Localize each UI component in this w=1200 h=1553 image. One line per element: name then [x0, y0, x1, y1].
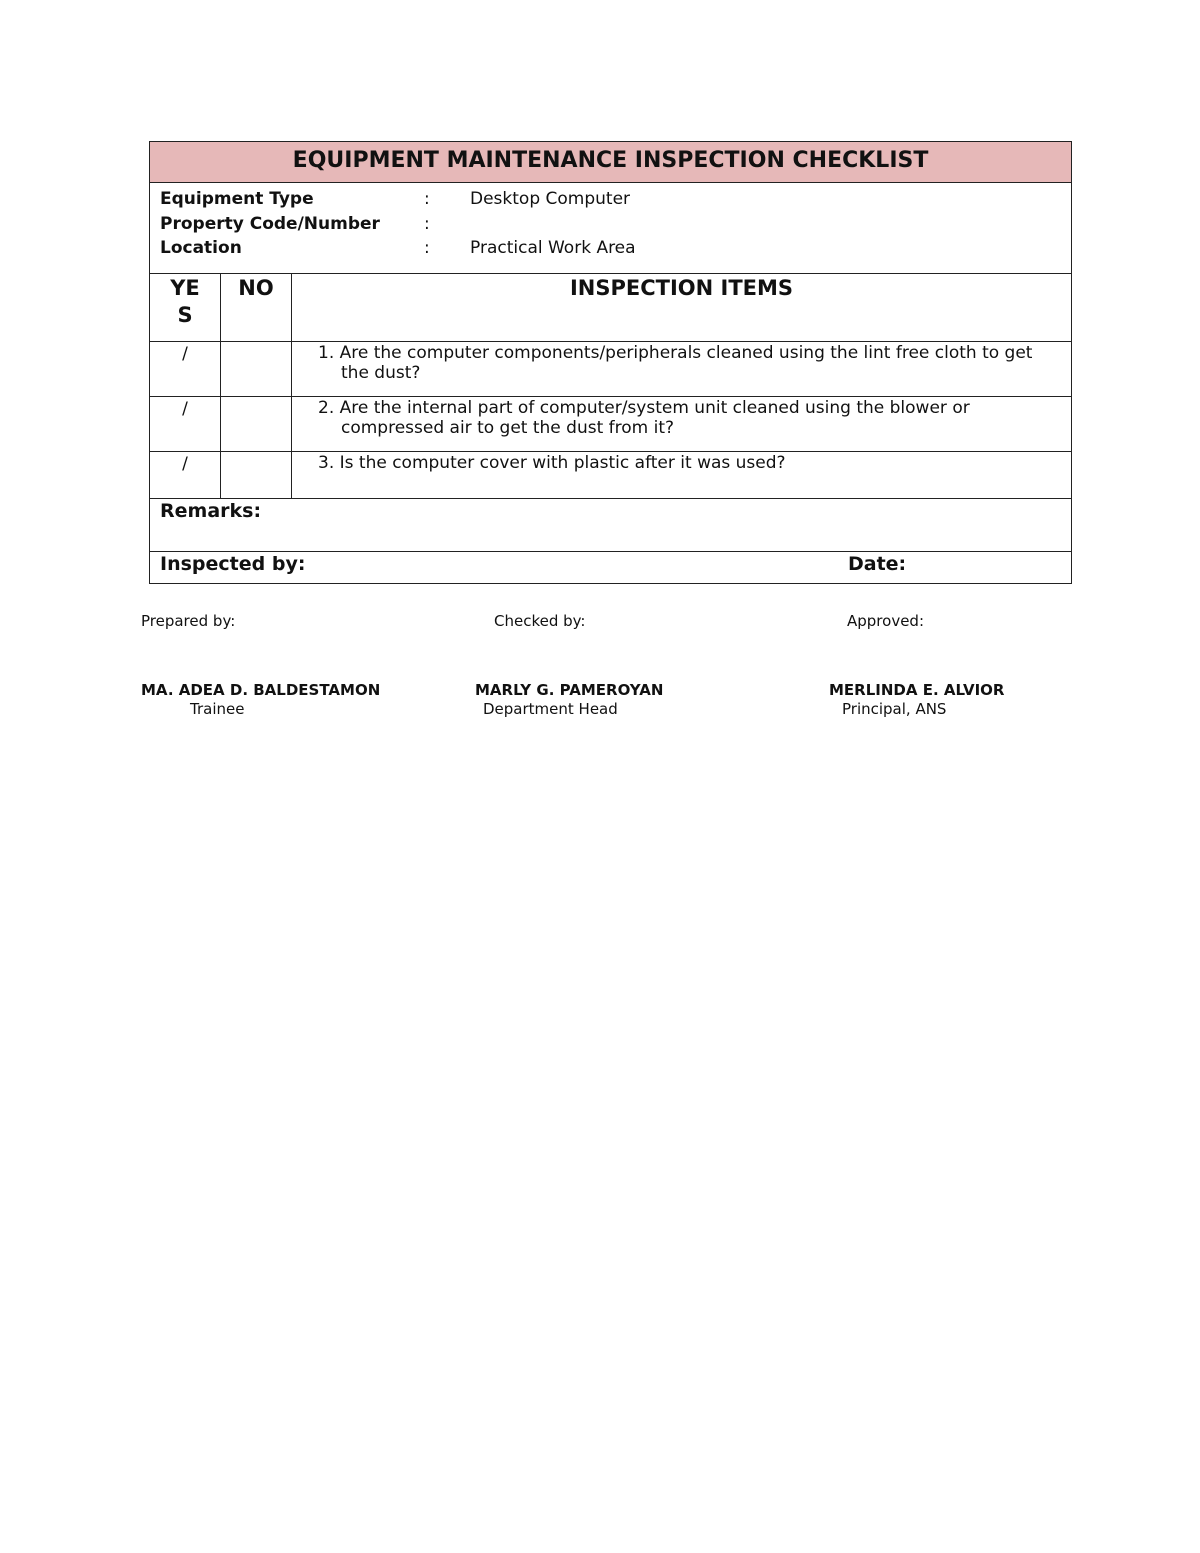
- inspection-item: [292, 342, 1072, 397]
- info-value: Practical Work Area: [470, 238, 636, 258]
- prepared-by-name: MA. ADEA D. BALDESTAMON: [141, 681, 381, 699]
- yes-column-header: [150, 274, 221, 342]
- inspected-by-row: [150, 552, 1072, 584]
- checklist-title: EQUIPMENT MAINTENANCE INSPECTION CHECKLIST: [150, 142, 1072, 183]
- yes-mark: /: [150, 452, 221, 499]
- info-row-equipment-type: [160, 187, 1061, 212]
- yes-mark: /: [150, 397, 221, 452]
- equipment-info-block: [150, 183, 1072, 274]
- date-label: Date:: [848, 553, 907, 575]
- checked-by-label: Checked by:: [494, 612, 586, 630]
- inspection-item-text: 1. Are the computer components/peripherals cleaned using the lint free cloth to get the dust?: [318, 343, 1033, 383]
- yes-header-line2: S: [177, 303, 193, 327]
- no-mark: [221, 397, 292, 452]
- info-colon: :: [424, 238, 430, 258]
- info-colon: :: [424, 189, 430, 209]
- info-label: Equipment Type: [160, 189, 314, 209]
- table-row: [150, 452, 1072, 499]
- yes-mark: /: [150, 342, 221, 397]
- info-label: Location: [160, 238, 242, 258]
- checked-by-name: MARLY G. PAMEROYAN: [475, 681, 664, 699]
- inspected-by-label: Inspected by:: [160, 553, 306, 575]
- table-row: [150, 342, 1072, 397]
- info-row-location: [160, 236, 1061, 261]
- no-mark: [221, 452, 292, 499]
- info-colon: :: [424, 213, 430, 234]
- info-value: Desktop Computer: [470, 189, 631, 209]
- inspection-items-header: INSPECTION ITEMS: [292, 274, 1072, 342]
- inspection-item-text: 3. Is the computer cover with plastic after it was used?: [318, 453, 786, 473]
- approved-by-title: Principal, ANS: [842, 700, 947, 718]
- inspection-item: [292, 452, 1072, 499]
- table-row: [150, 397, 1072, 452]
- inspection-item-text: 2. Are the internal part of computer/system unit cleaned using the blower or compressed air to get the dust from it?: [318, 398, 970, 438]
- no-column-header: NO: [221, 274, 292, 342]
- inspection-item: [292, 397, 1072, 452]
- inspection-checklist-table: [149, 141, 1072, 584]
- yes-header-line1: YE: [170, 276, 200, 300]
- prepared-by-title: Trainee: [190, 700, 245, 718]
- approved-label: Approved:: [847, 612, 924, 630]
- info-label: Property Code/Number: [160, 213, 380, 234]
- info-row-property-code: [160, 212, 1061, 237]
- approved-by-name: MERLINDA E. ALVIOR: [829, 681, 1005, 699]
- remarks-label: Remarks:: [150, 499, 1072, 552]
- no-mark: [221, 342, 292, 397]
- prepared-by-label: Prepared by:: [141, 612, 236, 630]
- checked-by-title: Department Head: [483, 700, 618, 718]
